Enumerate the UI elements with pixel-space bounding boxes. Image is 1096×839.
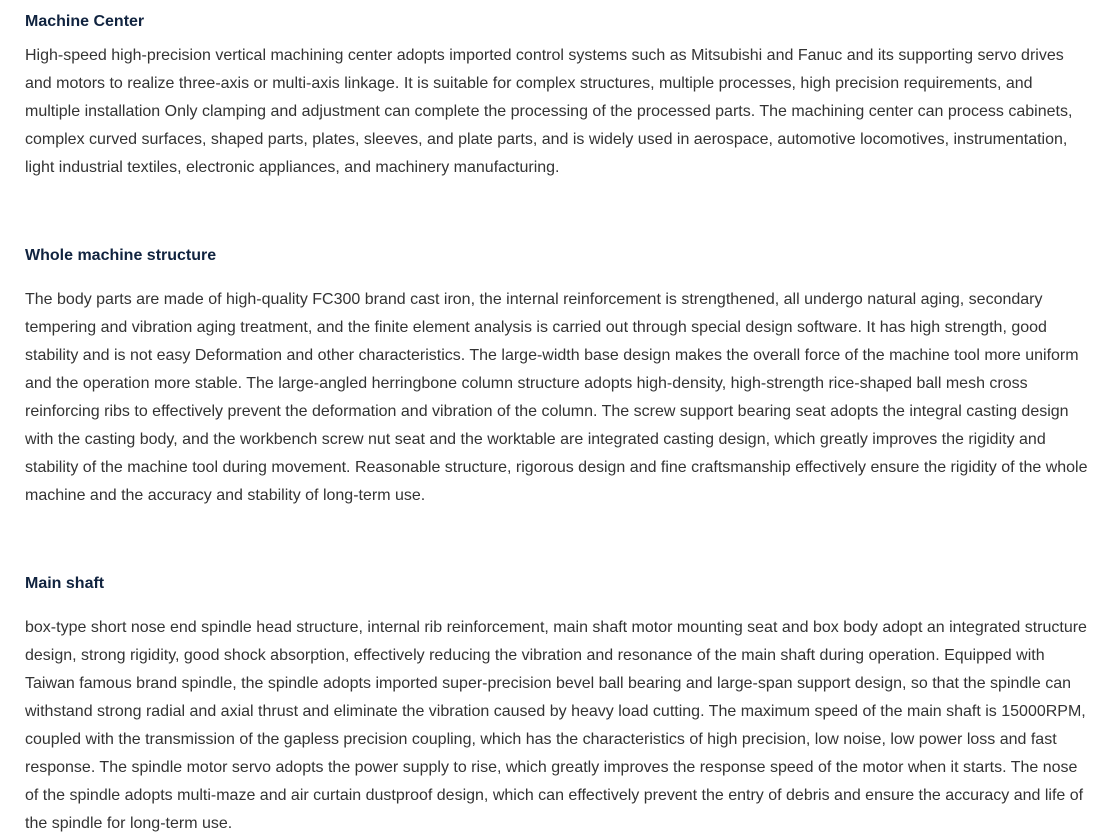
section-text-whole-machine-structure: The body parts are made of high-quality FC300 brand cast iron, the internal reinforcement is strengthened, all undergo natural aging, secondary tempering and vibration aging treatment, and the finite element analysis is carried out through special design software. It has high strength, good stability and is not easy Deformation and other characteristics. The large-width base design makes the overall force of the machine tool more uniform and the operation more stable. The large-angled herringbone column structure adopts high-density, high-strength rice-shaped ball mesh cross reinforcing ribs to effectively prevent the deformation and vibration of the column. The screw support bearing seat adopts the integral casting design with the casting body, and the workbench screw nut seat and the worktable are integrated casting design, which greatly improves the rigidity and stability of the machine tool during movement. Reasonable structure, rigorous design and fine craftsmanship effectively ensure the rigidity of the whole machine and the accuracy and stability of long-term use.: [25, 291, 1088, 504]
section-title-machine-center: Machine Center: [25, 13, 145, 30]
section-title-main-shaft: Main shaft: [25, 575, 105, 592]
section-title-whole-machine-structure: Whole machine structure: [25, 247, 217, 264]
section-text-main-shaft: box-type short nose end spindle head structure, internal rib reinforcement, main shaft motor mounting seat and box body adopt an integrated structure design, strong rigidity, good shock absorption, effectively reducing the vibration and resonance of the main shaft during operation. Equipped with Taiwan famous brand spindle, the spindle adopts imported super-precision bevel ball bearing and large-span support design, so that the spindle can withstand strong radial and axial thrust and eliminate the vibration caused by heavy load cutting. The maximum speed of the main shaft is 15000RPM, coupled with the transmission of the gapless precision coupling, which has the characteristics of high precision, low noise, low power loss and fast response. The spindle motor servo adopts the power supply to rise, which greatly improves the response speed of the motor when it starts. The nose of the spindle adopts multi-maze and air curtain dustproof design, which can effectively prevent the entry of debris and ensure the accuracy and life of the spindle for long-term use.: [25, 619, 1087, 832]
section-text-machine-center: High-speed high-precision vertical machining center adopts imported control systems such as Mitsubishi and Fanuc and its supporting servo drives and motors to realize three-axis or multi-axis linkage. It is suitable for complex structures, multiple processes, high precision requirements, and multiple installation Only clamping and adjustment can complete the processing of the processed parts. The machining center can process cabinets, complex curved surfaces, shaped parts, plates, sleeves, and plate parts, and is widely used in aerospace, automotive locomotives, instrumentation, light industrial textiles, electronic appliances, and machinery manufacturing.: [25, 47, 1073, 176]
